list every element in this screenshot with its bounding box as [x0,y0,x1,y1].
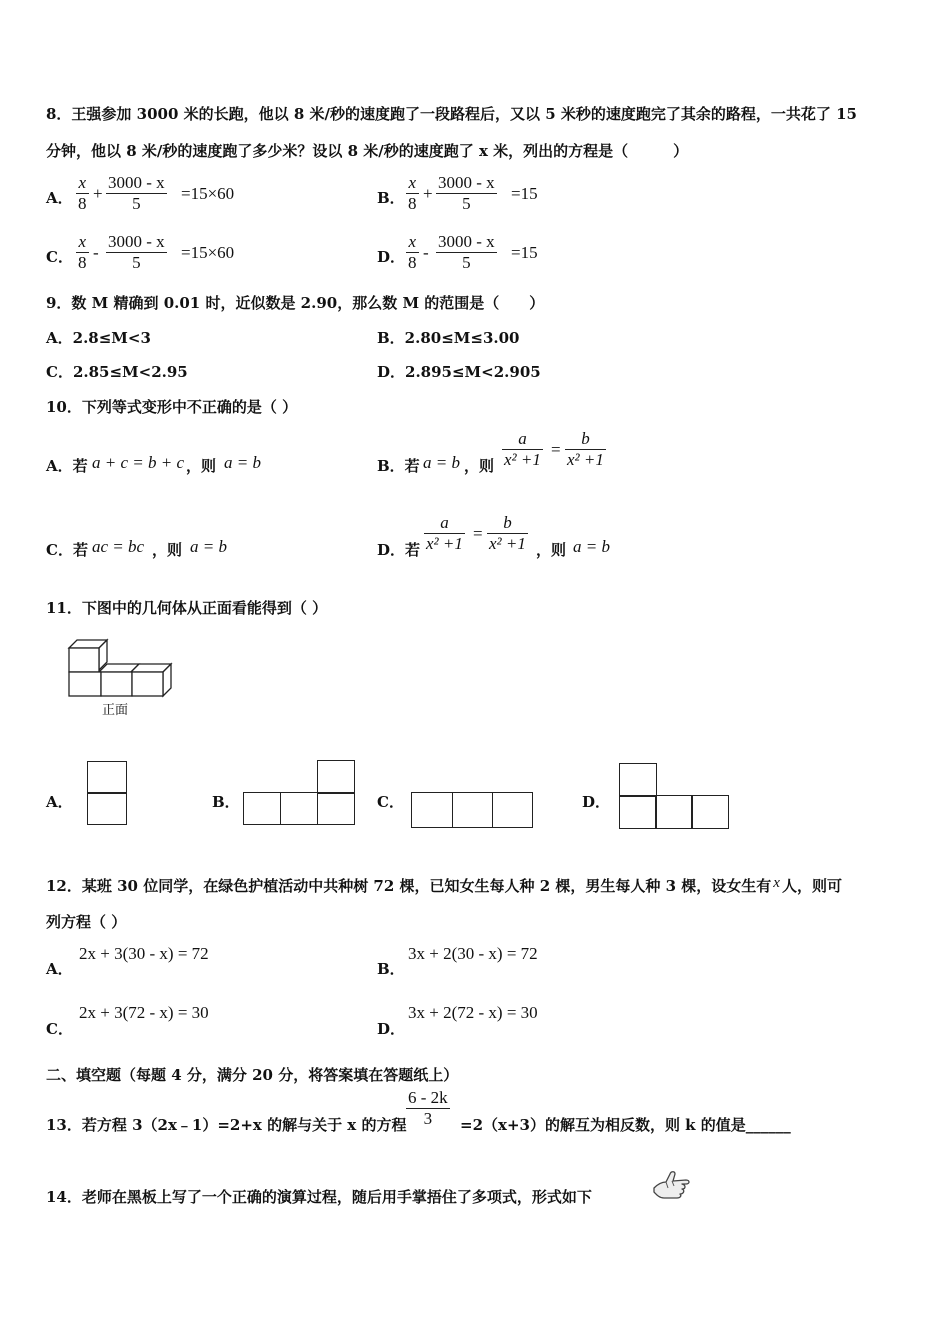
q10-c-mid: ，则 [152,541,183,559]
q11-option-b-label: B． [212,793,240,811]
q13-post: =2（x+3）的解互为相反数，则 k 的值是______ [460,1116,791,1134]
q8-option-c-label: C． [46,248,73,266]
q10-b-frac1: $\frac{a}{\text{x² +1}}$ [504,429,541,469]
q10-a-mid: ，则 [186,457,217,475]
q11-d-square-1 [619,795,657,829]
q8-c-op: - [93,243,99,262]
q8-a-rhs: =15×60 [181,184,235,203]
q8-line1: 8．王强参加 3000 米的长跑，他以 8 米/秒的速度跑了一段路程后，又以 5 米秒的速度跑完了其余的路程，一共花了 15 [46,105,857,123]
q13-pre: 13．若方程 3（2x﹣1）=2+x 的解与关于 x 的方程 [46,1116,407,1134]
q8-a-frac1: $\frac{x}{8}$ [78,173,87,213]
q8-b-frac1: $\frac{x}{8}$ [408,173,417,213]
q13-fraction: $\frac{6 - 2k}{3}$ [408,1088,448,1128]
q9-option-c: C．2.85≤M<2.95 [46,363,188,381]
hand-icon [652,1168,694,1200]
q10-b-eq: = [551,440,561,459]
q8-d-frac1: $\frac{x}{8}$ [408,232,417,272]
q8-b-rhs: =15 [511,184,538,203]
q10-option-c-label: C．若 [46,541,88,559]
q10-stem: 10．下列等式变形中不正确的是（ ） [46,398,298,416]
q11-d-square-top [619,763,657,797]
q8-c-frac2: $\frac{3000 - x}{5}$ [108,232,165,272]
q14-text: 14．老师在黑板上写了一个正确的演算过程，随后用手掌捂住了多项式，形式如下 [46,1188,592,1206]
q8-d-rhs: =15 [511,243,538,262]
q11-c-square-2 [452,792,493,828]
q11-solid-figure [66,636,178,700]
q10-c-res: a = b [190,537,227,556]
q8-c-rhs: =15×60 [181,243,235,262]
front-view-label: 正面 [102,703,129,718]
q8-c-frac1: $\frac{x}{8}$ [78,232,87,272]
q10-a-res: a = b [224,453,261,472]
q8-option-a-label: A． [46,189,73,207]
q9-option-d: D．2.895≤M<2.905 [377,363,541,381]
q10-b-mid: ，则 [464,457,495,475]
q10-d-mid: ，则 [536,541,567,559]
q10-option-a-label: A．若 [46,457,88,475]
bottom-cube1-front-face [69,672,101,696]
q11-stem: 11．下图中的几何体从正面看能得到（ ） [46,599,328,617]
q9-option-b: B．2.80≤M≤3.00 [377,329,520,347]
q10-d-frac2: $\frac{b}{\text{x² +1}}$ [489,513,526,553]
q8-option-b-label: B． [377,189,405,207]
q8-line2: 分钟，他以 8 米/秒的速度跑了多少米？设以 8 米/秒的速度跑了 x 米，列出的方程是（ ） [46,142,689,160]
q11-c-square-3 [492,792,533,828]
q10-option-b-label: B．若 [377,457,420,475]
q12-option-d-label: D． [377,1020,406,1038]
q8-a-op: + [93,184,103,203]
q12-option-a-label: A． [46,960,73,978]
q11-a-square-bottom [87,792,127,825]
q11-b-square-1 [243,792,281,825]
q12-c-equation: 2x + 3(72 - x) = 30 [79,1003,209,1022]
q12-a-equation: 2x + 3(30 - x) = 72 [79,944,209,963]
q10-option-d-label: D．若 [377,541,421,559]
q8-d-frac2: $\frac{3000 - x}{5}$ [438,232,495,272]
q12-d-equation: 3x + 2(72 - x) = 30 [408,1003,538,1022]
q11-option-d-label: D． [582,793,611,811]
q11-option-c-label: C． [377,793,404,811]
section-fill-in-heading: 二、填空题（每题 4 分，满分 20 分，将答案填在答题纸上） [46,1066,459,1084]
q8-a-frac2: $\frac{3000 - x}{5}$ [108,173,165,213]
q11-b-square-top [317,760,355,794]
q11-option-a-label: A． [46,793,73,811]
q9-option-a: A．2.8≤M<3 [46,329,151,347]
q11-a-square-top [87,761,127,794]
q10-c-expr: ac = bc [92,537,145,556]
q11-b-square-3 [317,792,355,825]
q12-b-equation: 3x + 2(30 - x) = 72 [408,944,538,963]
q8-option-d-label: D． [377,248,406,266]
q8-b-frac2: $\frac{3000 - x}{5}$ [438,173,495,213]
q10-a-expr: a + c = b + c [92,453,185,472]
q11-d-square-3 [691,795,729,829]
q11-d-square-2 [655,795,693,829]
q8-b-op: + [423,184,433,203]
bottom-cube2-front-face [101,672,132,696]
q11-c-square-1 [411,792,453,828]
q8-d-op: - [423,243,429,262]
q10-d-eq: = [473,524,483,543]
q9-stem: 9．数 M 精确到 0.01 时，近似数是 2.90，那么数 M 的范围是（ ） [46,294,545,312]
q10-b-frac2: $\frac{b}{\text{x² +1}}$ [567,429,604,469]
top-cube-front-face [69,648,99,672]
q11-b-square-2 [280,792,318,825]
bottom-cube3-front-face [132,672,163,696]
q10-b-expr: a = b [423,453,460,472]
q10-d-res: a = b [573,537,610,556]
q12-option-b-label: B． [377,960,405,978]
q12-option-c-label: C． [46,1020,73,1038]
q10-d-frac1: $\frac{a}{\text{x² +1}}$ [426,513,463,553]
q12-line2: 列方程（ ） [46,913,127,931]
q12-line1: 12．某班 30 位同学，在绿色护植活动中共种树 72 棵，已知女生每人种 2 棵，男生每人种 3 棵，设女生有 x 人，则可 [46,875,842,895]
